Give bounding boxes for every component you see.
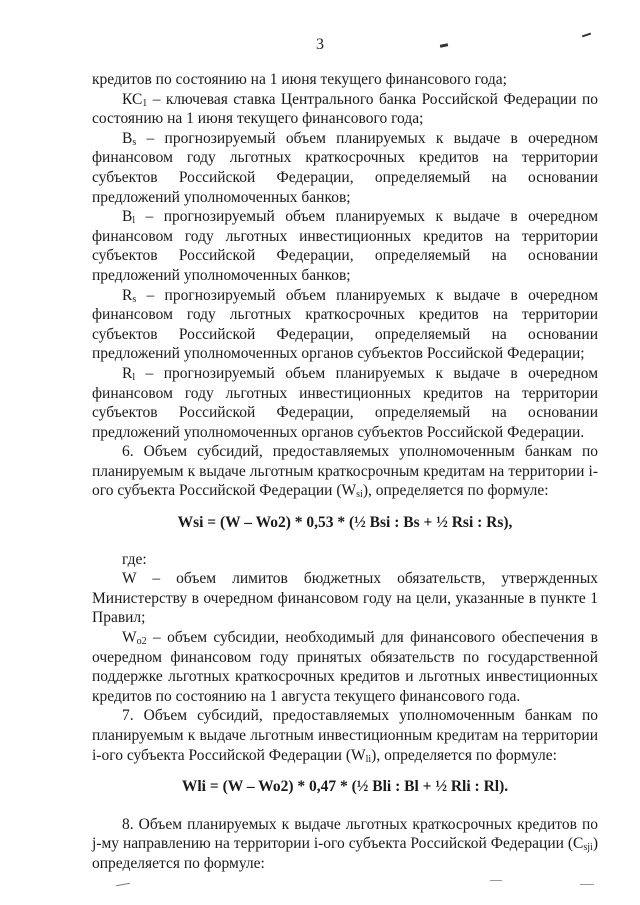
scan-artifact <box>116 883 130 886</box>
definition-rl: $R_l$ – прогнозируемый объем планируемых к выдаче в очередном финансовом году льготных инвестиционных кредитов на территории субъектов Российской Федерации, определяемый на основании предложений уполномоченных органов субъектов Российской Федерации. <box>92 364 598 441</box>
document-body <box>92 70 598 874</box>
clause-6: 6. Объем субсидий, предоставляемых уполномоченным банкам по планируемым к выдаче льготным краткосрочным кредитам на территории i-ого субъекта Российской Федерации $(W_{si})$, определяется по формуле: <box>92 443 598 501</box>
clause-8: 8. Объем планируемых к выдаче льготных краткосрочных кредитов по j-му направлению на территории i-ого субъекта Российской Федерации $(С_{sji})$ определяется по формуле: <box>92 815 598 872</box>
scan-artifact <box>490 880 502 881</box>
definition-wo2: $W_{о2}$ – объем субсидии, необходимый для финансового обеспечения в очередном финансовом году принятых обязательств по государственной поддержке льготных краткосрочных кредитов и льготных инвестиционных кредитов по состоянию на 1 августа текущего финансового года. <box>92 629 598 705</box>
definition-rs: $R_s$ – прогнозируемый объем планируемых к выдаче в очередном финансовом году льготных краткосрочных кредитов на территории субъектов Российской Федерации, определяемый на основании предложений уполномоченных органов субъектов Российской Федерации; <box>92 286 598 363</box>
definition-w: W – объем лимитов бюджетных обязательств, утвержденных Министерству в очередном финансовом году на цели, указанные в пункте 1 Правил; <box>92 570 598 627</box>
definition-bl: $В_l$ – прогнозируемый объем планируемых к выдаче в очередном финансовом году льготных инвестиционных кредитов на территории субъектов Российской Федерации, определяемый на основании предложений уполномоченных банков; <box>92 208 598 284</box>
scan-artifact <box>580 884 594 885</box>
formula-wli: Wli = (W – Wo2) * 0,47 * (½ Bli : Bl + ½ Rli : Rl). <box>181 778 509 796</box>
definition-bs: $В_s$ – прогнозируемый объем планируемых к выдаче в очередном финансовом году льготных краткосрочных кредитов на территории субъектов Российской Федерации, определяемый на основании предложений уполномоченных банков; <box>92 129 598 206</box>
clause-7: 7. Объем субсидий, предоставляемых уполномоченным банкам по планируемым к выдаче льготным инвестиционным кредитам на территории i-ого субъекта Российской Федерации $(W_{li})$, определяется по формуле: <box>92 707 598 765</box>
page-number: 3 <box>316 36 324 53</box>
definition-ks1: $КС_1$ – ключевая ставка Центрального банка Российской Федерации по состоянию на 1 июня текущего финансового года; <box>92 90 598 128</box>
where-label: где: <box>122 550 147 568</box>
paragraph: кредитов по состоянию на 1 июня текущего финансового года; <box>92 71 507 88</box>
formula-wsi: Wsi = (W – Wo2) * 0,53 * (½ Bsi : Bs + ½ Rsi : Rs), <box>177 514 513 532</box>
